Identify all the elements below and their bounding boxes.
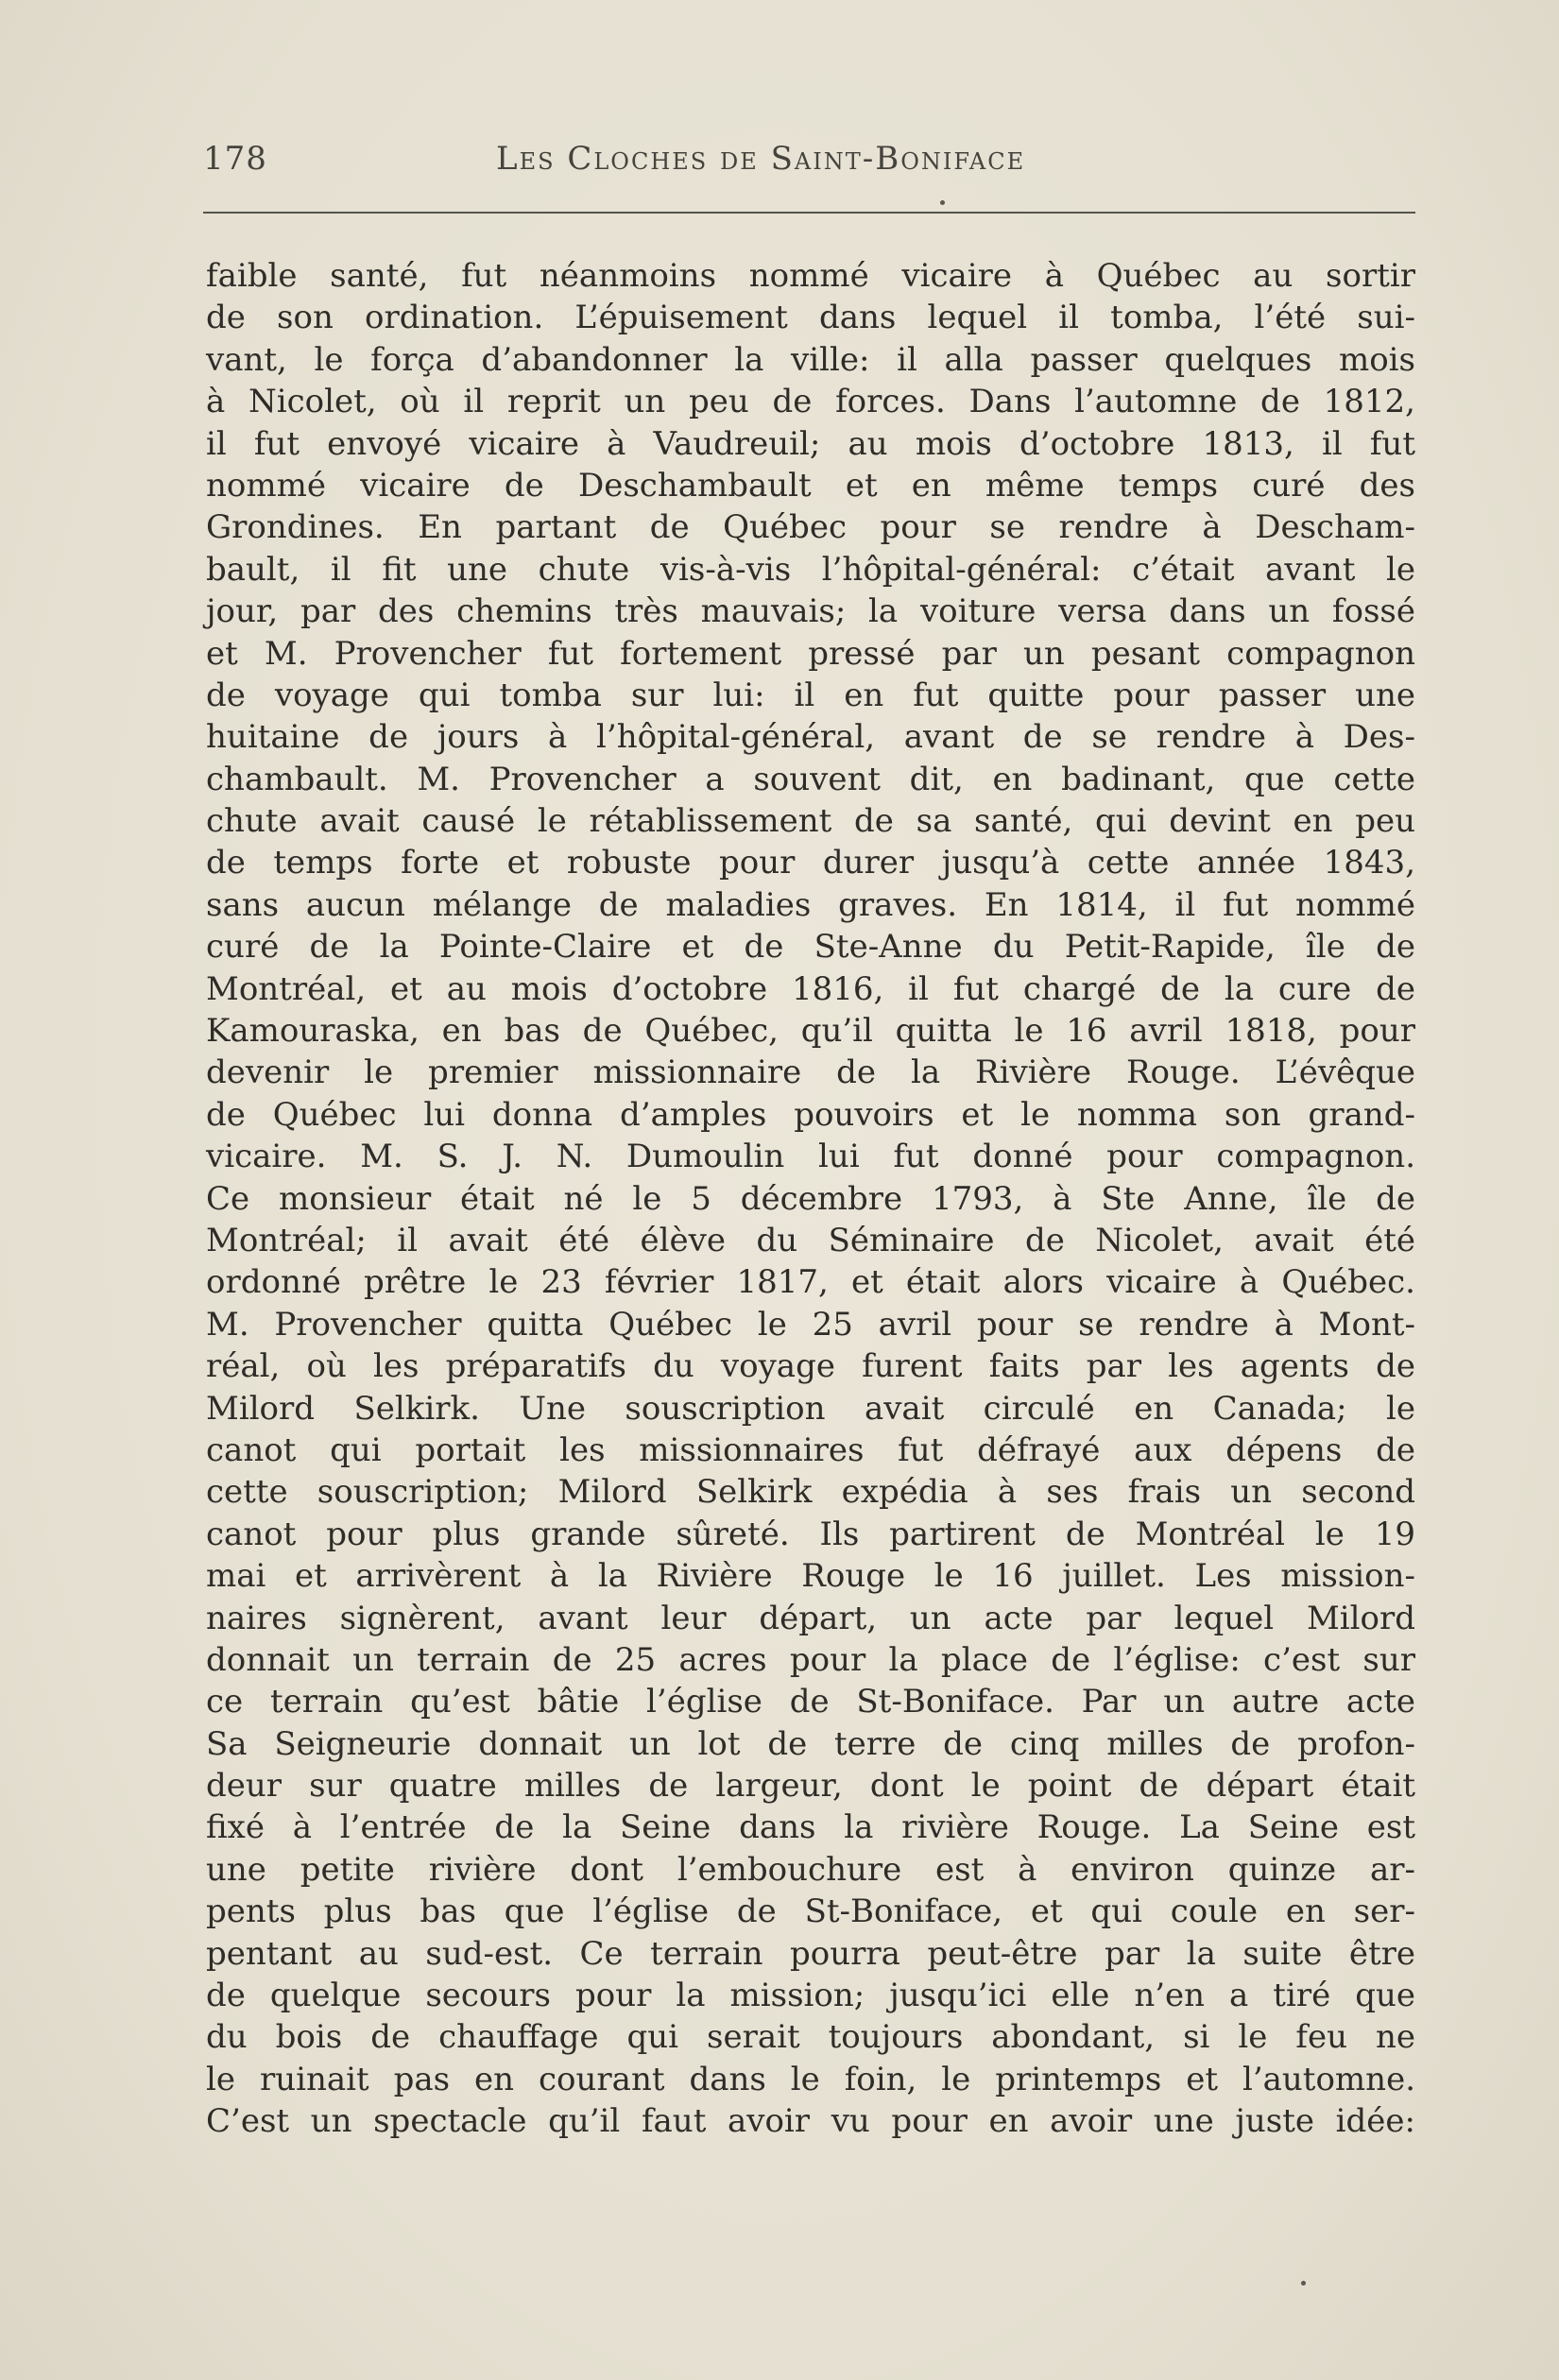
text-line: cette souscription; Milord Selkirk expédia à ses frais un second — [206, 1473, 1415, 1512]
page-number: 178 — [203, 140, 267, 178]
text-line: bault, il fit une chute vis-à-vis l’hôpital-général: c’était avant le — [206, 550, 1415, 589]
text-line: M. Provencher quitta Québec le 25 avril pour se rendre à Mont- — [206, 1305, 1415, 1344]
text-line: sans aucun mélange de maladies graves. En 1814, il fut nommé — [206, 885, 1415, 924]
text-line: ordonné prêtre le 23 février 1817, et était alors vicaire à Québec. — [206, 1263, 1415, 1302]
paper-speck — [940, 200, 945, 205]
text-line: Milord Selkirk. Une souscription avait circulé en Canada; le — [206, 1389, 1415, 1428]
text-line: du bois de chauffage qui serait toujours abondant, si le feu ne — [206, 2018, 1415, 2057]
text-line: Montréal; il avait été élève du Séminaire de Nicolet, avait été — [206, 1221, 1415, 1259]
text-line: pentant au sud-est. Ce terrain pourra peut-être par la suite être — [206, 1934, 1415, 1973]
header-rule — [203, 212, 1415, 214]
text-line: canot pour plus grande sûreté. Ils partirent de Montréal le 19 — [206, 1515, 1415, 1553]
text-line: Montréal, et au mois d’octobre 1816, il fut chargé de la cure de — [206, 969, 1415, 1008]
text-line: deur sur quatre milles de largeur, dont le point de départ était — [206, 1767, 1415, 1806]
body-text — [206, 255, 1415, 2143]
text-line: ce terrain qu’est bâtie l’église de St-Boniface. Par un autre acte — [206, 1683, 1415, 1721]
text-line: de Québec lui donna d’amples pouvoirs et le nomma son grand- — [206, 1095, 1415, 1134]
text-line: mai et arrivèrent à la Rivière Rouge le 16 juillet. Les mission- — [206, 1557, 1415, 1596]
text-line: donnait un terrain de 25 acres pour la place de l’église: c’est sur — [206, 1640, 1415, 1679]
text-line: canot qui portait les missionnaires fut défrayé aux dépens de — [206, 1430, 1415, 1469]
text-line: vant, le força d’abandonner la ville: il alla passer quelques mois — [206, 340, 1415, 379]
text-line: de son ordination. L’épuisement dans lequel il tomba, l’été sui- — [206, 299, 1415, 337]
text-line: il fut envoyé vicaire à Vaudreuil; au mois d’octobre 1813, il fut — [206, 424, 1415, 463]
running-title: Les Cloches de Saint-Boniface — [496, 140, 1026, 178]
text-line: jour, par des chemins très mauvais; la voiture versa dans un fossé — [206, 592, 1415, 631]
text-line: pents plus bas que l’église de St-Boniface, et qui coule en ser- — [206, 1892, 1415, 1931]
text-line: Sa Seigneurie donnait un lot de terre de cinq milles de profon- — [206, 1724, 1415, 1763]
text-line: curé de la Pointe-Claire et de Ste-Anne du Petit-Rapide, île de — [206, 928, 1415, 967]
text-line: devenir le premier missionnaire de la Rivière Rouge. L’évêque — [206, 1053, 1415, 1092]
text-line: faible santé, fut néanmoins nommé vicaire à Québec au sortir — [206, 257, 1415, 295]
text-line: huitaine de jours à l’hôpital-général, avant de se rendre à Des- — [206, 718, 1415, 757]
text-line: nommé vicaire de Deschambault et en même temps curé des — [206, 466, 1415, 505]
text-line: Kamouraska, en bas de Québec, qu’il quitta le 16 avril 1818, pour — [206, 1012, 1415, 1051]
text-line: et M. Provencher fut fortement pressé par un pesant compagnon — [206, 634, 1415, 673]
text-line: à Nicolet, où il reprit un peu de forces. Dans l’automne de 1812, — [206, 383, 1415, 421]
page-header — [203, 140, 1415, 187]
text-line: chute avait causé le rétablissement de sa santé, qui devint en peu — [206, 802, 1415, 841]
text-line: naires signèrent, avant leur départ, un acte par lequel Milord — [206, 1599, 1415, 1637]
text-line: de temps forte et robuste pour durer jusqu’à cette année 1843, — [206, 844, 1415, 882]
text-line: de quelque secours pour la mission; jusqu’ici elle n’en a tiré que — [206, 1977, 1415, 2015]
text-line: vicaire. M. S. J. N. Dumoulin lui fut donné pour compagnon. — [206, 1138, 1415, 1176]
text-line: réal, où les préparatifs du voyage furent faits par les agents de — [206, 1347, 1415, 1386]
text-line: le ruinait pas en courant dans le foin, le printemps et l’automne. — [206, 2060, 1415, 2098]
text-line: chambault. M. Provencher a souvent dit, en badinant, que cette — [206, 760, 1415, 798]
text-line: Grondines. En partant de Québec pour se rendre à Descham- — [206, 508, 1415, 547]
text-line: C’est un spectacle qu’il faut avoir vu pour en avoir une juste idée: — [206, 2102, 1415, 2141]
text-line: Ce monsieur était né le 5 décembre 1793, à Ste Anne, île de — [206, 1179, 1415, 1218]
text-line: de voyage qui tomba sur lui: il en fut quitte pour passer une — [206, 676, 1415, 714]
text-line: fixé à l’entrée de la Seine dans la rivière Rouge. La Seine est — [206, 1808, 1415, 1847]
paper-speck — [1301, 2281, 1306, 2286]
text-line: une petite rivière dont l’embouchure est à environ quinze ar- — [206, 1850, 1415, 1889]
